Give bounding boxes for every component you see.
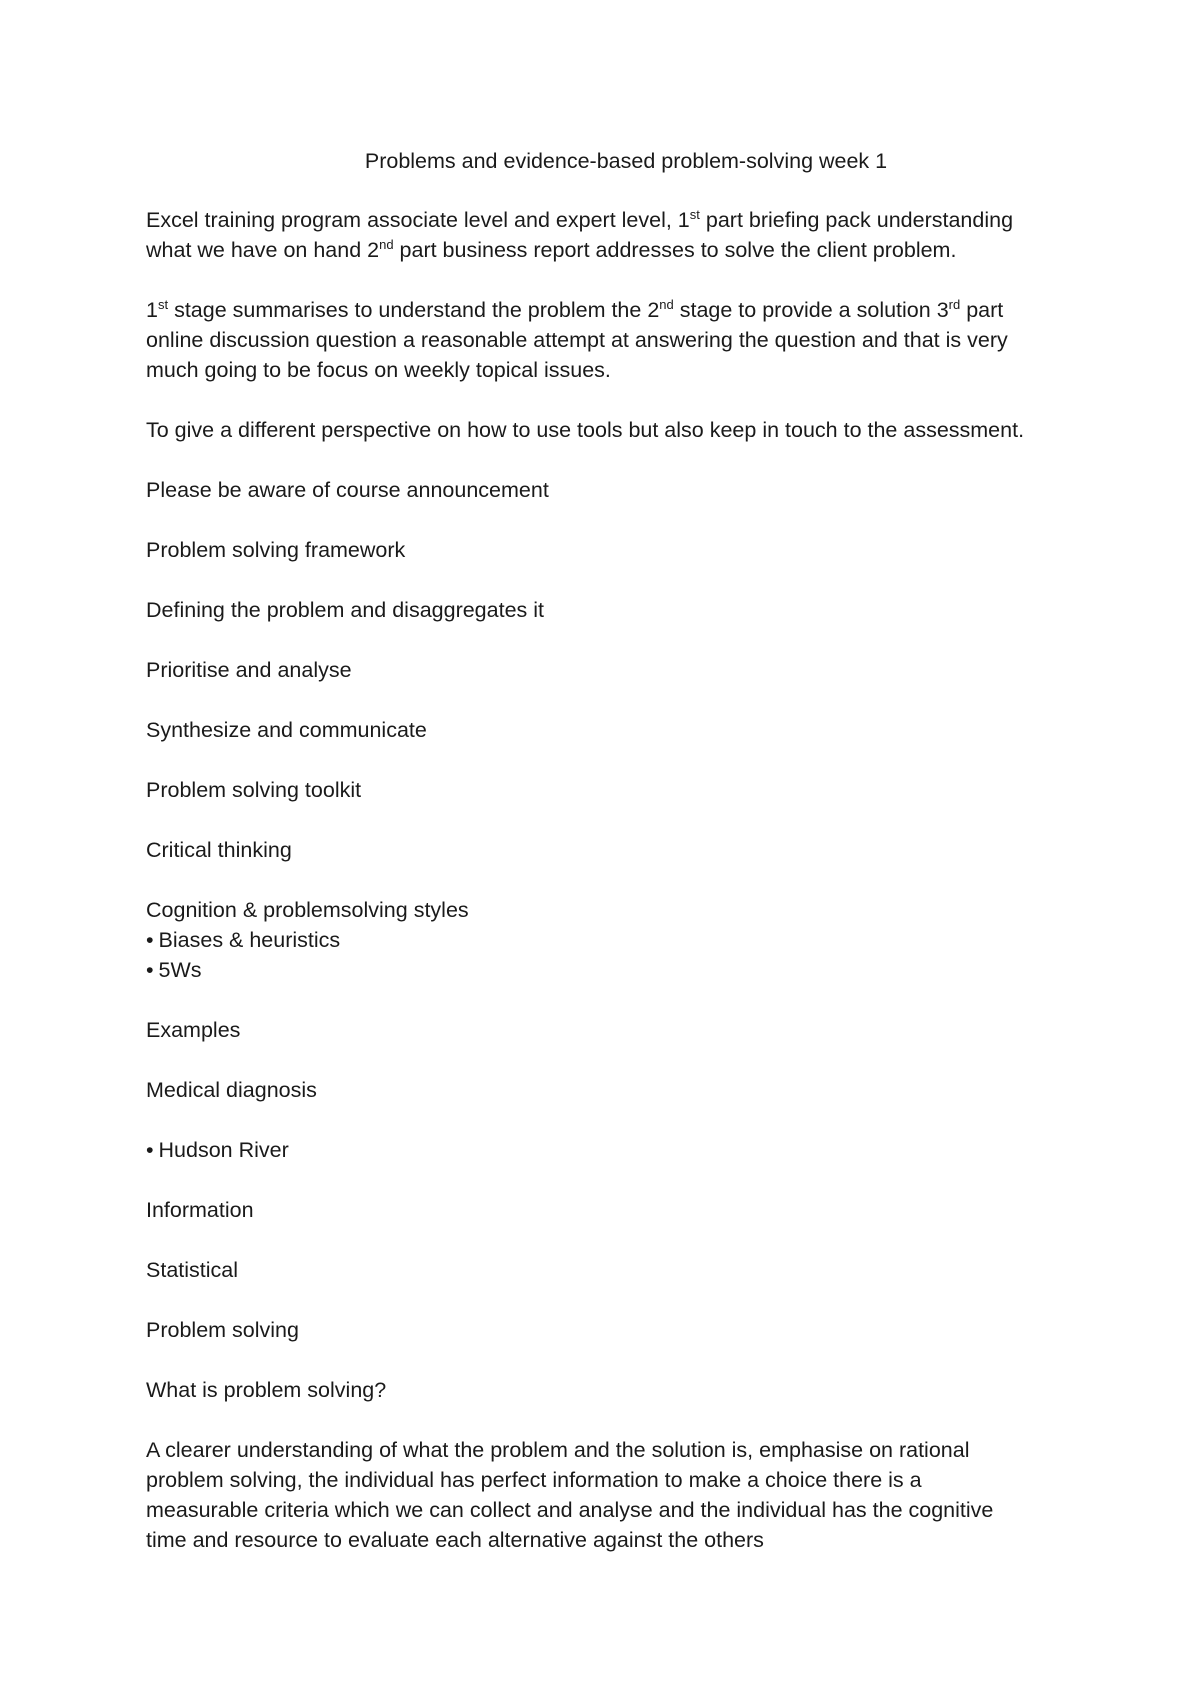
statistical-heading: Statistical (146, 1258, 239, 1282)
cognition-section (146, 895, 1076, 985)
stages-line-1: 1st stage summarises to understand the problem the 2nd stage to provide a solution 3rd part (146, 297, 1004, 322)
examples-heading: Examples (146, 1018, 241, 1042)
document-page (146, 146, 1076, 1585)
perspective-paragraph: To give a different perspective on how to use tools but also keep in touch to the assessment. (146, 418, 1025, 442)
bullet-item: • 5Ws (146, 958, 202, 982)
framework-item: Synthesize and communicate (146, 718, 427, 742)
intro-line-2: what we have on hand 2nd part business report addresses to solve the client problem. (146, 237, 957, 262)
stages-line-3: much going to be focus on weekly topical issues. (146, 358, 611, 382)
critical-thinking: Critical thinking (146, 838, 292, 862)
conclusion-paragraph (146, 1435, 1076, 1555)
cognition-heading: Cognition & problemsolving styles (146, 898, 469, 922)
intro-paragraph (146, 205, 1076, 265)
intro-line-1: Excel training program associate level and expert level, 1st part briefing pack understanding (146, 207, 1014, 232)
conclusion-line-4: time and resource to evaluate each alternative against the others (146, 1528, 764, 1552)
bullet-icon: • (146, 958, 154, 982)
information-heading: Information (146, 1198, 254, 1222)
conclusion-line-3: measurable criteria which we can collect and analyse and the individual has the cognitive (146, 1498, 994, 1522)
medical-diagnosis: Medical diagnosis (146, 1078, 317, 1102)
document-title: Problems and evidence-based problem-solving week 1 (364, 149, 888, 173)
question-heading: What is problem solving? (146, 1378, 387, 1402)
bullet-icon: • (146, 1138, 154, 1162)
framework-item: Prioritise and analyse (146, 658, 352, 682)
stages-line-2: online discussion question a reasonable attempt at answering the question and that is very (146, 328, 1008, 352)
toolkit-heading: Problem solving toolkit (146, 778, 362, 802)
framework-heading: Problem solving framework (146, 538, 406, 562)
hudson-bullet: • Hudson River (146, 1138, 289, 1162)
conclusion-line-1: A clearer understanding of what the problem and the solution is, emphasise on rational (146, 1438, 970, 1462)
conclusion-line-2: problem solving, the individual has perfect information to make a choice there is a (146, 1468, 922, 1492)
stages-paragraph (146, 295, 1076, 385)
announcement-paragraph: Please be aware of course announcement (146, 478, 549, 502)
bullet-icon: • (146, 928, 154, 952)
problem-solving-heading: Problem solving (146, 1318, 299, 1342)
framework-item: Defining the problem and disaggregates it (146, 598, 545, 622)
bullet-item: • Biases & heuristics (146, 928, 341, 952)
